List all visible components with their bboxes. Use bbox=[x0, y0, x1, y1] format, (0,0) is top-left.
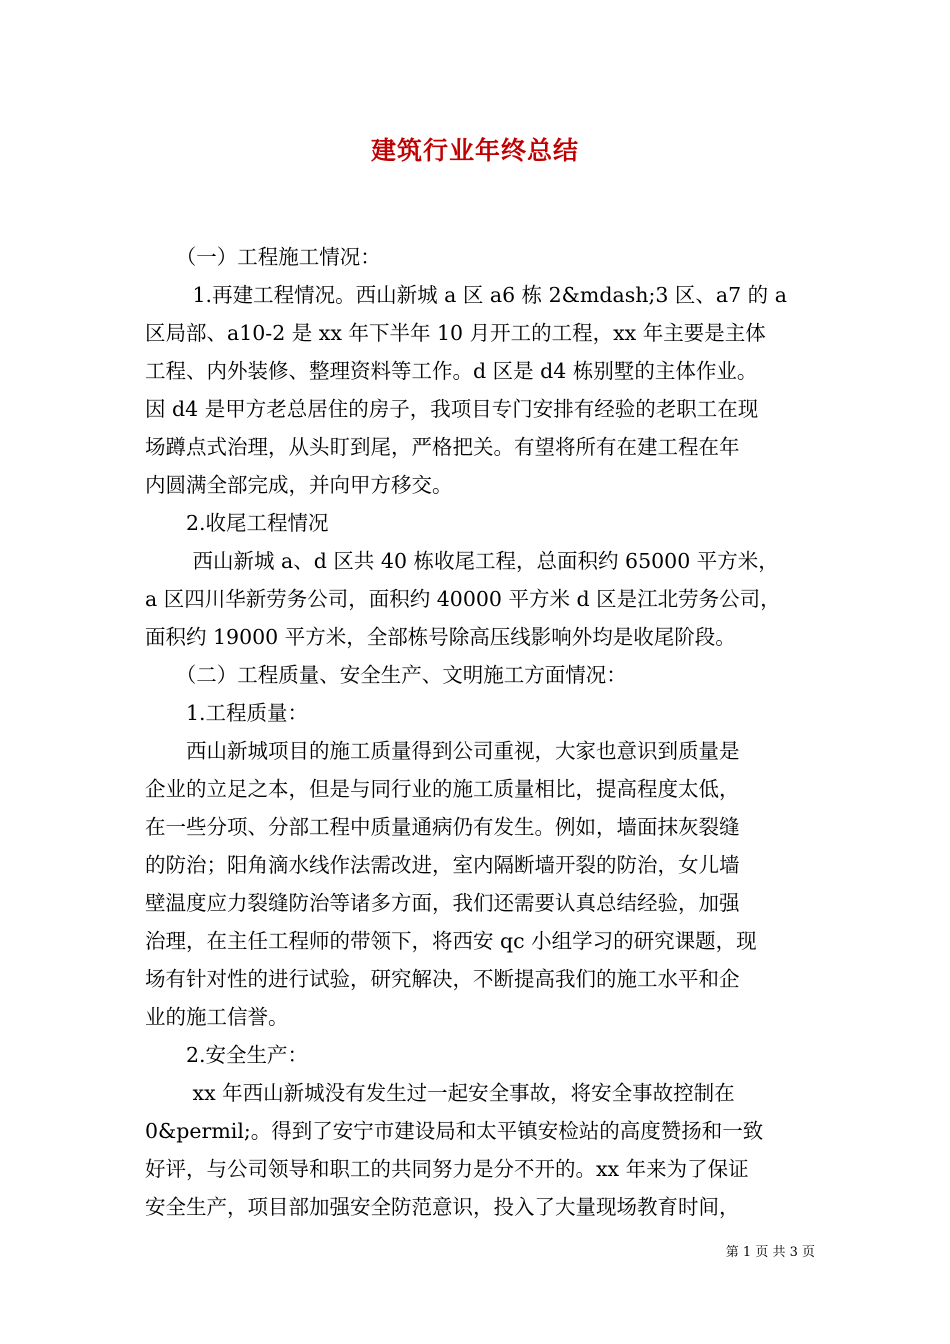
text-line: 的防治；阳角滴水线作法需改进，室内隔断墙开裂的防治，女儿墙 bbox=[145, 853, 740, 877]
page-number-footer: 第 1 页 共 3 页 bbox=[725, 1245, 815, 1260]
text-line: 壁温度应力裂缝防治等诸多方面，我们还需要认真总结经验，加强 bbox=[145, 891, 740, 915]
text-line: 企业的立足之本，但是与同行业的施工质量相比，提高程度太低， bbox=[145, 777, 740, 801]
text-line: （二）工程质量、安全生产、文明施工方面情况： bbox=[145, 663, 627, 687]
text-line: 西山新城项目的施工质量得到公司重视，大家也意识到质量是 bbox=[145, 739, 740, 763]
text-line: 0&permil;。得到了安宁市建设局和太平镇安检站的高度赞扬和一致 bbox=[145, 1119, 764, 1143]
text-line: 2.收尾工程情况 bbox=[145, 511, 329, 535]
text-line: 面积约 19000 平方米，全部栋号除高压线影响外均是收尾阶段。 bbox=[145, 625, 736, 649]
text-line: 1.工程质量： bbox=[145, 701, 309, 725]
text-line: 西山新城 a、d 区共 40 栋收尾工程，总面积约 65000 平方米， bbox=[145, 549, 779, 573]
text-line: （一）工程施工情况： bbox=[145, 245, 381, 269]
text-line: 好评，与公司领导和职工的共同努力是分不开的。xx 年来为了保证 bbox=[145, 1157, 749, 1181]
text-line: 安全生产，项目部加强安全防范意识，投入了大量现场教育时间， bbox=[145, 1195, 740, 1219]
text-line: xx 年西山新城没有发生过一起安全事故，将安全事故控制在 bbox=[145, 1081, 735, 1105]
text-line: 内圆满全部完成，并向甲方移交。 bbox=[145, 473, 453, 497]
text-line: 2.安全生产： bbox=[145, 1043, 309, 1067]
text-line: 场蹲点式治理，从头盯到尾，严格把关。有望将所有在建工程在年 bbox=[145, 435, 740, 459]
text-line: 因 d4 是甲方老总居住的房子，我项目专门安排有经验的老职工在现 bbox=[145, 397, 759, 421]
document-title: 建筑行业年终总结 bbox=[370, 136, 579, 165]
text-line: 在一些分项、分部工程中质量通病仍有发生。例如，墙面抹灰裂缝 bbox=[145, 815, 740, 839]
text-line: 工程、内外装修、整理资料等工作。d 区是 d4 栋别墅的主体作业。 bbox=[145, 359, 758, 383]
text-line: 治理，在主任工程师的带领下，将西安 qc 小组学习的研究课题，现 bbox=[145, 929, 757, 953]
text-line: 1.再建工程情况。西山新城 a 区 a6 栋 2&mdash;3 区、a7 的 a bbox=[145, 283, 787, 307]
text-line: a 区四川华新劳务公司，面积约 40000 平方米 d 区是江北劳务公司， bbox=[145, 587, 781, 611]
text-line: 区局部、a10-2 是 xx 年下半年 10 月开工的工程，xx 年主要是主体 bbox=[145, 321, 766, 345]
document-body bbox=[145, 238, 815, 1226]
text-line: 业的施工信誉。 bbox=[145, 1005, 289, 1029]
text-line: 场有针对性的进行试验，研究解决，不断提高我们的施工水平和企 bbox=[145, 967, 740, 991]
